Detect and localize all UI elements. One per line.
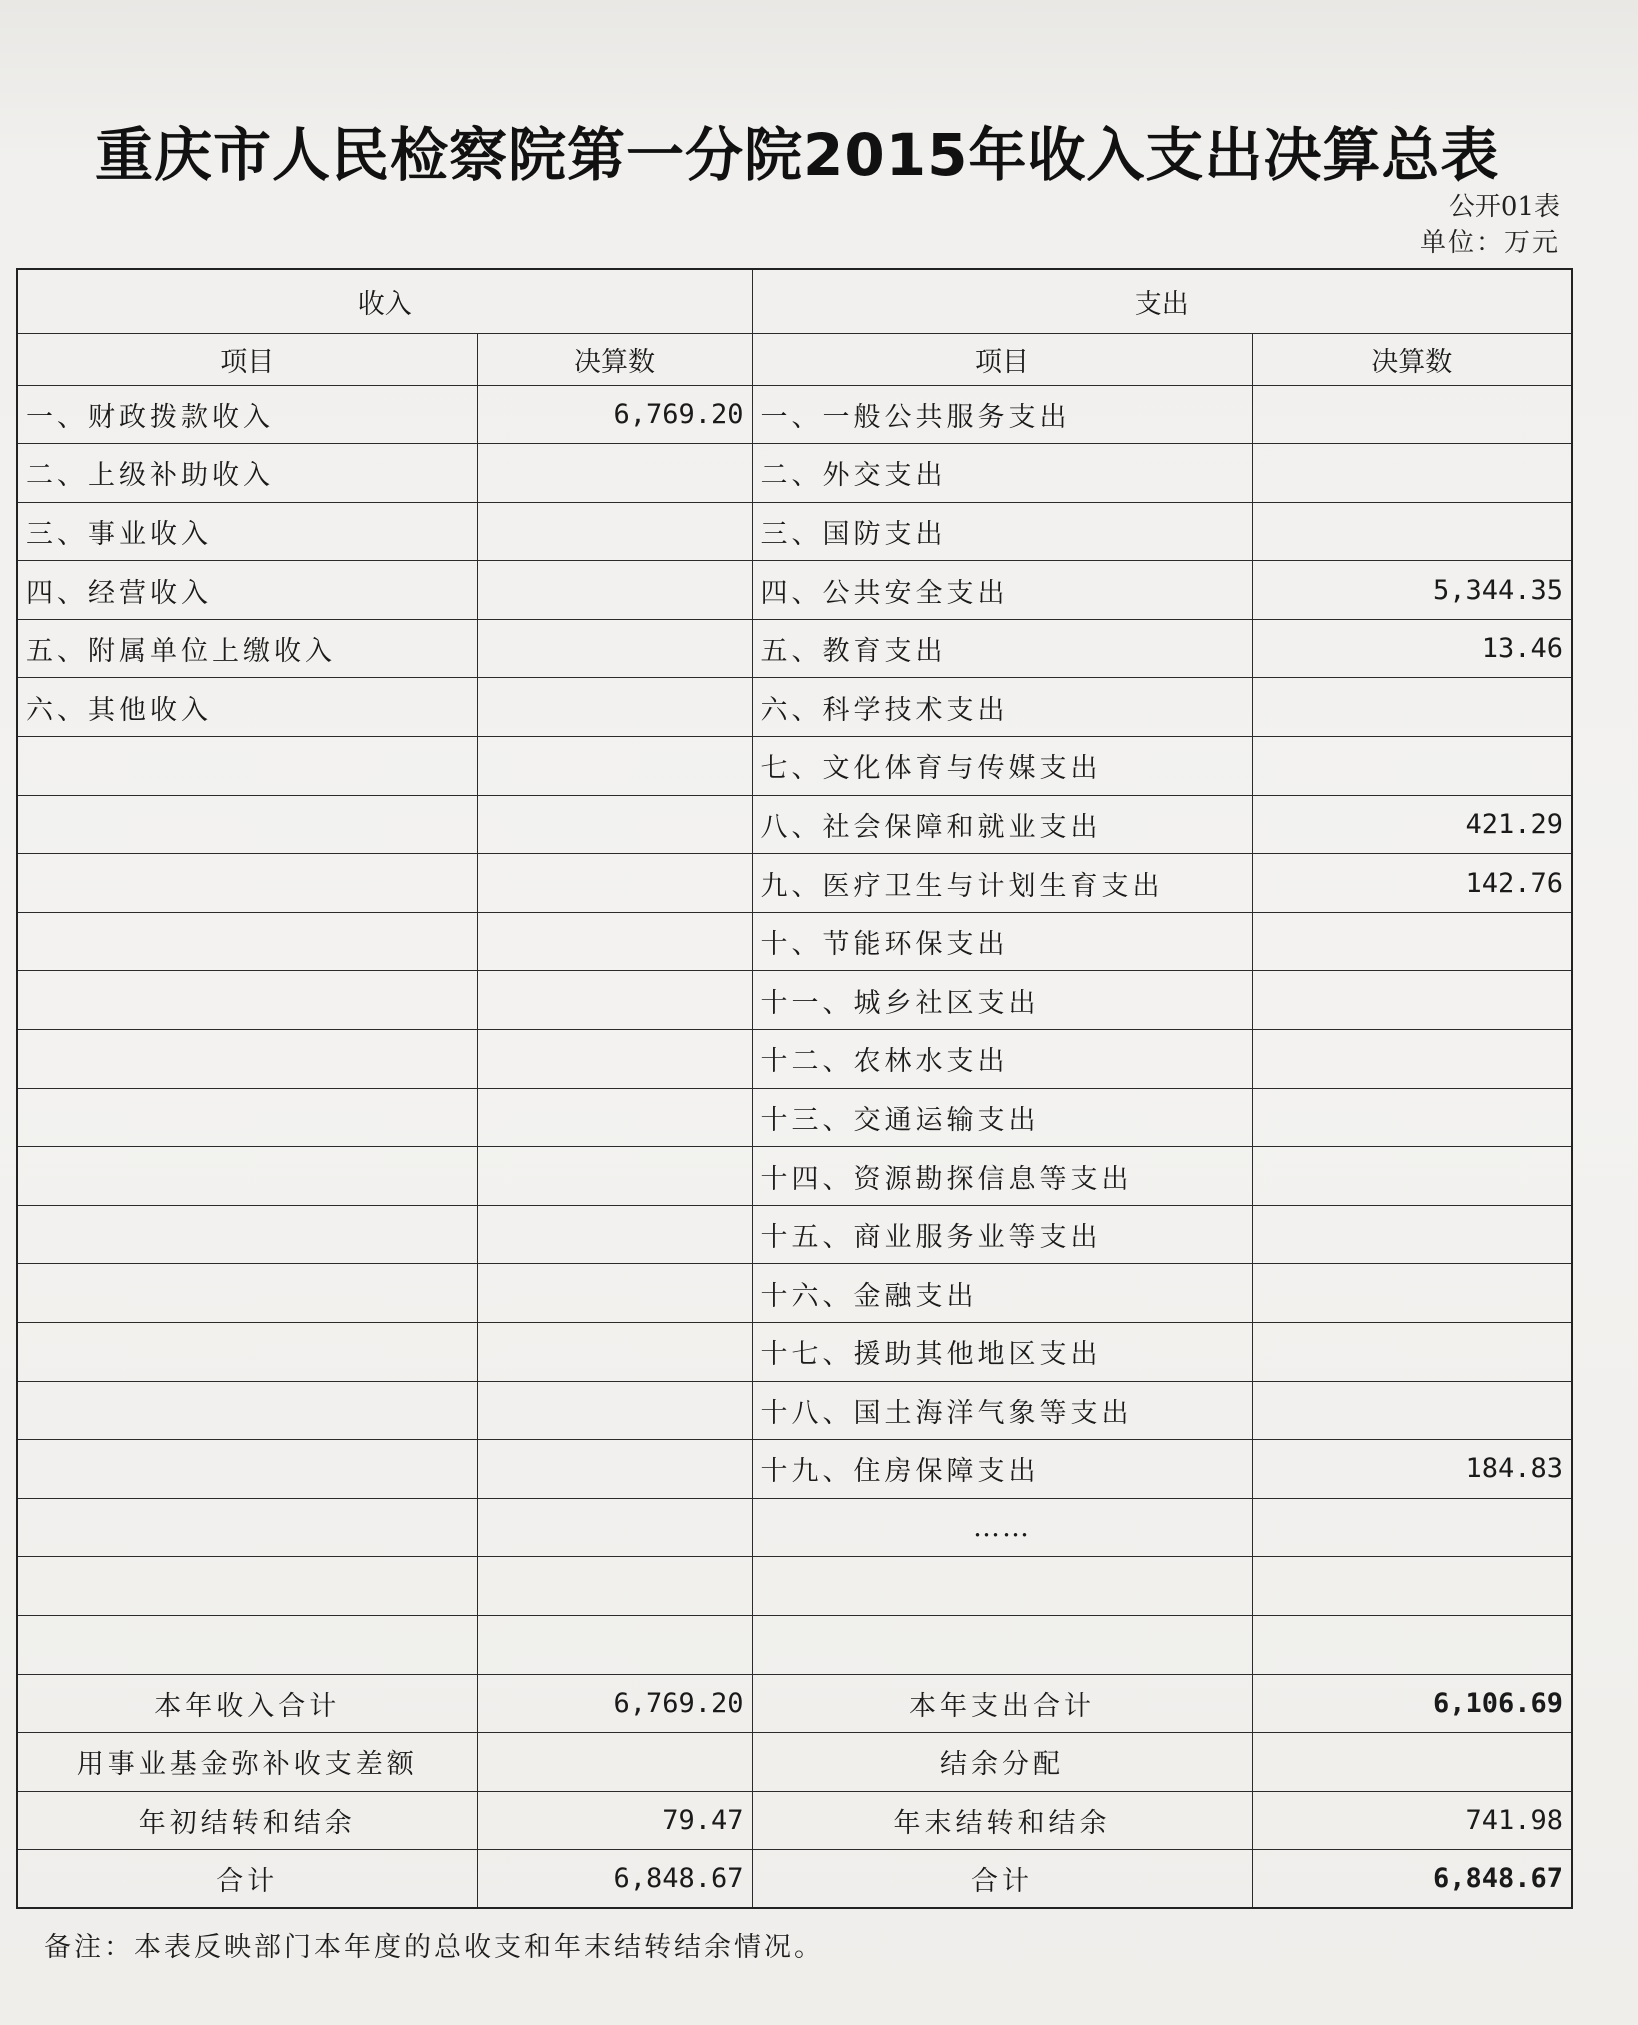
expense-item: 十八、国土海洋气象等支出 [752, 1381, 1252, 1440]
expense-amount [1252, 1264, 1572, 1323]
income-item [17, 971, 477, 1030]
expense-amount [1252, 1498, 1572, 1557]
expense-amount [1252, 1323, 1572, 1382]
expense-item [752, 1557, 1252, 1616]
expense-amount [1252, 385, 1572, 444]
income-amount [477, 1615, 752, 1674]
table-row [17, 1264, 1572, 1323]
page-title: 重庆市人民检察院第一分院2015年收入支出决算总表 [95, 121, 1500, 189]
expense-item: 十二、农林水支出 [752, 1030, 1252, 1089]
summary-row [17, 1791, 1572, 1850]
expense-header: 支出 [752, 269, 1572, 333]
summary-expense-label: 年末结转和结余 [752, 1791, 1252, 1850]
income-amount [477, 854, 752, 913]
income-amount-header: 决算数 [477, 333, 752, 385]
footnote: 备注：本表反映部门本年度的总收支和年末结转结余情况。 [44, 1932, 824, 1963]
income-amount [477, 561, 752, 620]
expense-item: 十九、住房保障支出 [752, 1440, 1252, 1499]
summary-expense-value: 6,848.67 [1252, 1850, 1572, 1909]
expense-amount: 421.29 [1252, 795, 1572, 854]
summary-income-value: 6,769.20 [477, 1674, 752, 1733]
income-item: 一、财政拨款收入 [17, 385, 477, 444]
income-amount [477, 1030, 752, 1089]
expense-amount [1252, 912, 1572, 971]
table-subheader-row [17, 333, 1572, 385]
income-item [17, 1088, 477, 1147]
expense-amount [1252, 1088, 1572, 1147]
expense-amount [1252, 1381, 1572, 1440]
summary-income-value [477, 1733, 752, 1792]
expense-item: 十六、金融支出 [752, 1264, 1252, 1323]
income-item-header: 项目 [17, 333, 477, 385]
expense-amount [1252, 444, 1572, 503]
income-item [17, 795, 477, 854]
summary-expense-value: 741.98 [1252, 1791, 1572, 1850]
expense-amount [1252, 737, 1572, 796]
expense-amount [1252, 1030, 1572, 1089]
income-amount [477, 912, 752, 971]
table-row [17, 1557, 1572, 1616]
summary-expense-value: 6,106.69 [1252, 1674, 1572, 1733]
income-amount [477, 1147, 752, 1206]
expense-amount: 184.83 [1252, 1440, 1572, 1499]
summary-income-value: 6,848.67 [477, 1850, 752, 1909]
table-row [17, 678, 1572, 737]
income-amount [477, 502, 752, 561]
table-header-row [17, 269, 1572, 333]
income-item [17, 1323, 477, 1382]
income-amount [477, 1264, 752, 1323]
form-code: 公开01表 [1448, 192, 1560, 222]
income-amount [477, 1088, 752, 1147]
expense-item-header: 项目 [752, 333, 1252, 385]
expense-item [752, 1615, 1252, 1674]
income-amount [477, 1381, 752, 1440]
expense-amount-header: 决算数 [1252, 333, 1572, 385]
expense-item: 十七、援助其他地区支出 [752, 1323, 1252, 1382]
income-item: 二、上级补助收入 [17, 444, 477, 503]
table-body [17, 385, 1572, 1674]
income-amount [477, 1205, 752, 1264]
expense-item: 一、一般公共服务支出 [752, 385, 1252, 444]
summary-income-label: 合计 [17, 1850, 477, 1909]
income-item: 五、附属单位上缴收入 [17, 619, 477, 678]
income-item: 三、事业收入 [17, 502, 477, 561]
income-amount [477, 1498, 752, 1557]
summary-row [17, 1674, 1572, 1733]
table-row [17, 737, 1572, 796]
summary-expense-label: 合计 [752, 1850, 1252, 1909]
expense-item: 十、节能环保支出 [752, 912, 1252, 971]
expense-item: 十四、资源勘探信息等支出 [752, 1147, 1252, 1206]
expense-item: 四、公共安全支出 [752, 561, 1252, 620]
income-item [17, 1381, 477, 1440]
table-row [17, 971, 1572, 1030]
expense-amount: 13.46 [1252, 619, 1572, 678]
income-item [17, 1264, 477, 1323]
income-amount [477, 971, 752, 1030]
table-row [17, 912, 1572, 971]
summary-expense-value [1252, 1733, 1572, 1792]
table-row [17, 385, 1572, 444]
income-item [17, 1615, 477, 1674]
income-amount [477, 737, 752, 796]
expense-amount [1252, 678, 1572, 737]
income-amount [477, 1323, 752, 1382]
expense-item: 三、国防支出 [752, 502, 1252, 561]
expense-item: 十五、商业服务业等支出 [752, 1205, 1252, 1264]
expense-amount [1252, 1615, 1572, 1674]
expense-amount [1252, 1205, 1572, 1264]
expense-item: 七、文化体育与传媒支出 [752, 737, 1252, 796]
table-row [17, 1323, 1572, 1382]
summary-income-value: 79.47 [477, 1791, 752, 1850]
table-summary [17, 1674, 1572, 1908]
table-row [17, 1205, 1572, 1264]
table-row [17, 444, 1572, 503]
income-header: 收入 [17, 269, 752, 333]
expense-amount: 5,344.35 [1252, 561, 1572, 620]
expense-amount: 142.76 [1252, 854, 1572, 913]
income-item [17, 1440, 477, 1499]
expense-amount [1252, 1147, 1572, 1206]
income-item [17, 1205, 477, 1264]
summary-row [17, 1733, 1572, 1792]
income-item [17, 737, 477, 796]
income-item [17, 1498, 477, 1557]
income-amount [477, 444, 752, 503]
expense-item: 十三、交通运输支出 [752, 1088, 1252, 1147]
table-row [17, 1088, 1572, 1147]
expense-item: 二、外交支出 [752, 444, 1252, 503]
table-row [17, 1381, 1572, 1440]
income-item [17, 854, 477, 913]
unit-label: 单位：万元 [1419, 228, 1560, 258]
expense-amount [1252, 502, 1572, 561]
summary-income-label: 用事业基金弥补收支差额 [17, 1733, 477, 1792]
income-item [17, 1147, 477, 1206]
table-row [17, 1440, 1572, 1499]
table-row [17, 619, 1572, 678]
expense-item: …… [752, 1498, 1252, 1557]
expense-item: 九、医疗卫生与计划生育支出 [752, 854, 1252, 913]
table-row [17, 1615, 1572, 1674]
expense-item: 八、社会保障和就业支出 [752, 795, 1252, 854]
summary-income-label: 本年收入合计 [17, 1674, 477, 1733]
income-item: 六、其他收入 [17, 678, 477, 737]
table-row [17, 1147, 1572, 1206]
budget-table [16, 268, 1573, 1909]
income-amount [477, 619, 752, 678]
income-amount: 6,769.20 [477, 385, 752, 444]
table-row [17, 1498, 1572, 1557]
summary-income-label: 年初结转和结余 [17, 1791, 477, 1850]
summary-row [17, 1850, 1572, 1909]
income-amount [477, 678, 752, 737]
income-item [17, 1030, 477, 1089]
income-item: 四、经营收入 [17, 561, 477, 620]
expense-item: 六、科学技术支出 [752, 678, 1252, 737]
summary-expense-label: 结余分配 [752, 1733, 1252, 1792]
table-row [17, 502, 1572, 561]
summary-expense-label: 本年支出合计 [752, 1674, 1252, 1733]
table-row [17, 1030, 1572, 1089]
table-row [17, 854, 1572, 913]
income-amount [477, 1557, 752, 1616]
income-item [17, 912, 477, 971]
income-amount [477, 795, 752, 854]
expense-item: 十一、城乡社区支出 [752, 971, 1252, 1030]
table-row [17, 795, 1572, 854]
expense-amount [1252, 1557, 1572, 1616]
income-amount [477, 1440, 752, 1499]
expense-amount [1252, 971, 1572, 1030]
expense-item: 五、教育支出 [752, 619, 1252, 678]
table-row [17, 561, 1572, 620]
income-item [17, 1557, 477, 1616]
